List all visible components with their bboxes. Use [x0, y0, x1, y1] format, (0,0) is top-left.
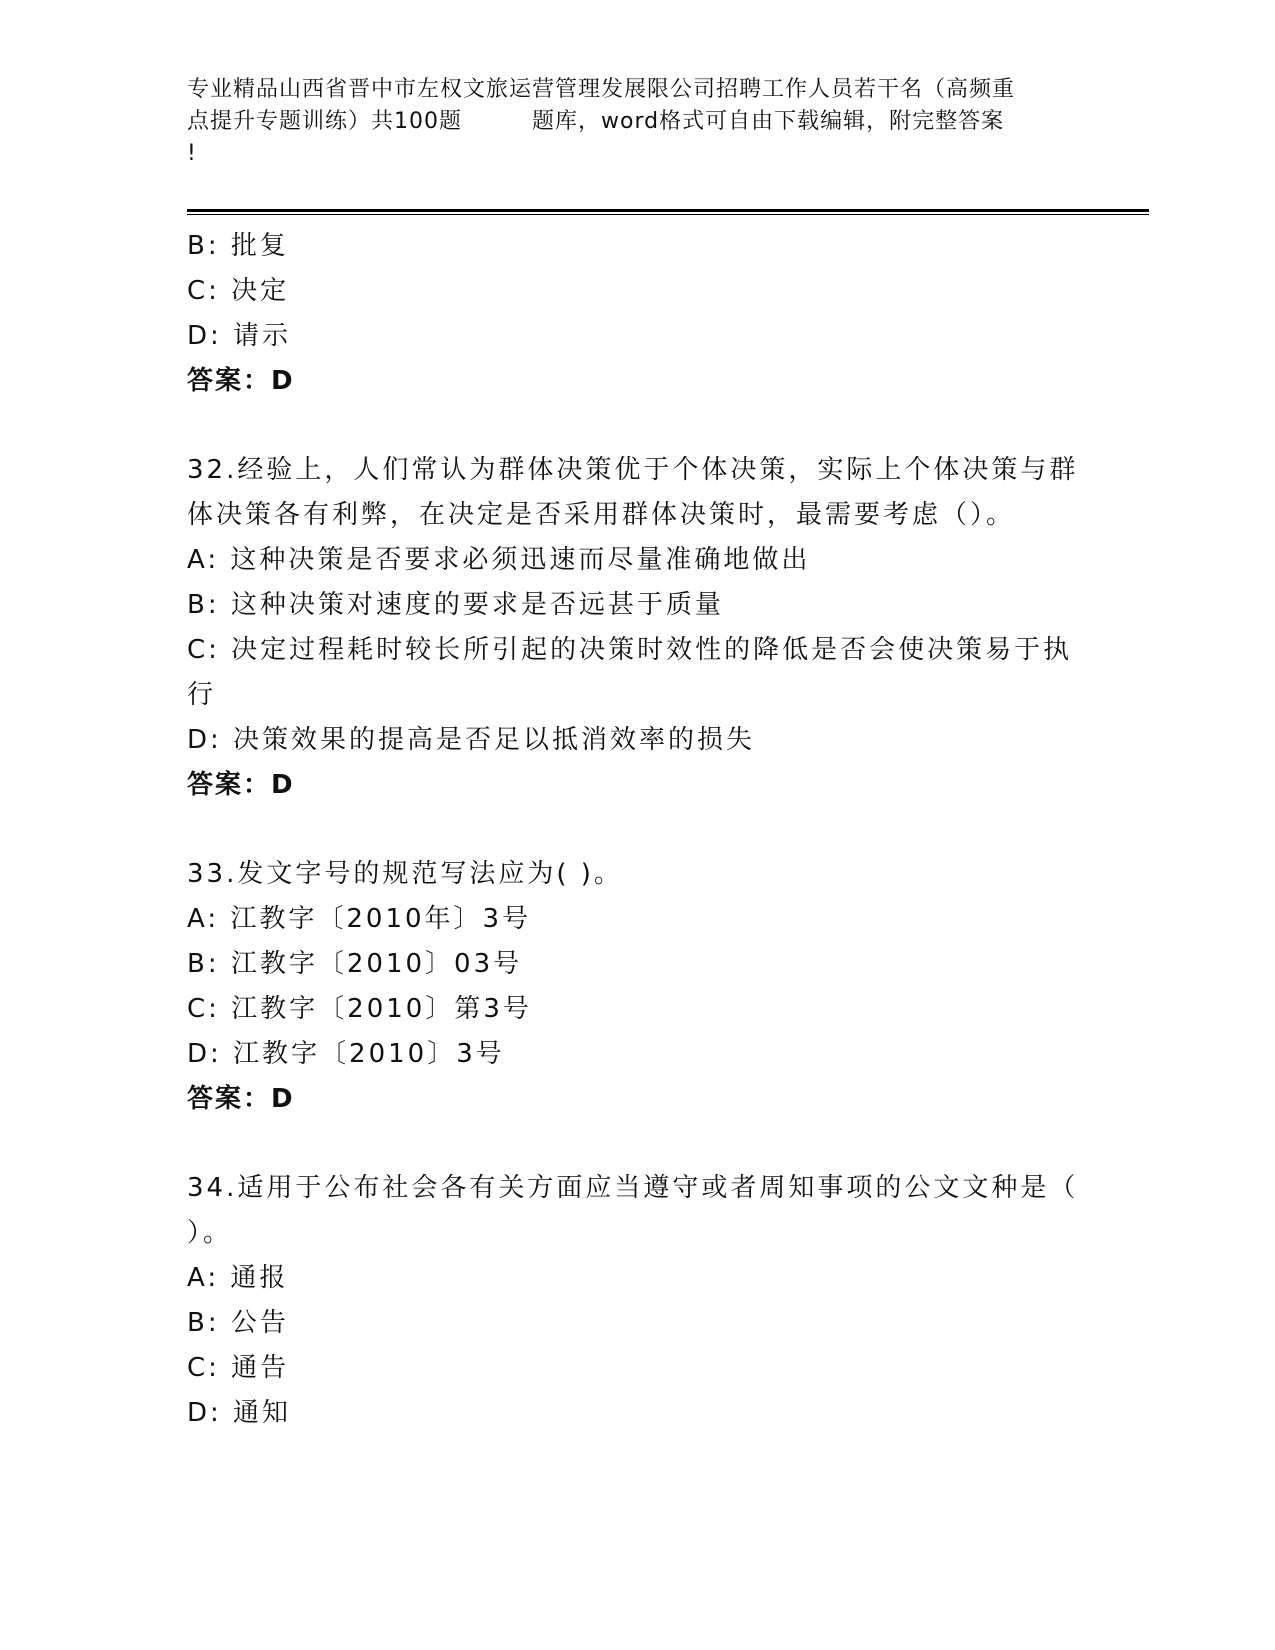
question-stem: 32.经验上，人们常认为群体决策优于个体决策，实际上个体决策与群 [187, 455, 1079, 485]
question-stem-continued: ）。 [187, 1218, 233, 1248]
option-a: A: 江教字〔2010年〕3号 [187, 904, 532, 934]
header-line-2 [187, 106, 1087, 138]
question-stem: 体决策各有利弊，在决定是否采用群体决策时，最需要考虑（）。 [187, 500, 1016, 530]
option-d: D: 江教字〔2010〕3号 [187, 1039, 505, 1069]
option-a: A: 这种决策是否要求必须迅速而尽量准确地做出 [187, 545, 811, 575]
option-c-continued: 行 [187, 680, 217, 710]
header-rule-thick [187, 209, 1149, 212]
answer: 答案：D [187, 1084, 295, 1114]
option-d: D: 请示 [187, 321, 292, 351]
option-c: C: 决定过程耗时较长所引起的决策时效性的降低是否会使决策易于执 [187, 635, 1073, 665]
option-d: D: 决策效果的提高是否足以抵消效率的损失 [187, 725, 756, 755]
option-b: B: 这种决策对速度的要求是否远甚于质量 [187, 590, 724, 620]
option-a: A: 通报 [187, 1263, 289, 1293]
document-header [187, 74, 1087, 170]
header-rule-thin [187, 214, 1149, 215]
header-line-3: ! [187, 141, 197, 166]
question-34 [187, 1166, 1087, 1436]
option-b: B: 批复 [187, 231, 289, 261]
option-c: C: 通告 [187, 1353, 290, 1383]
header-line-1: 专业精品山西省晋中市左权文旅运营管理发展限公司招聘工作人员若干名（高频重 [187, 77, 1016, 102]
answer: 答案：D [187, 770, 295, 800]
option-d: D: 通知 [187, 1398, 292, 1428]
option-b: B: 江教字〔2010〕03号 [187, 949, 523, 979]
question-content [187, 224, 1087, 1436]
option-c: C: 决定 [187, 276, 290, 306]
question-33 [187, 852, 1087, 1122]
question-stem: 33.发文字号的规范写法应为( )。 [187, 859, 623, 889]
option-b: B: 公告 [187, 1308, 289, 1338]
header-line-2-part-2: 题库，word格式可自由下载编辑，附完整答案 [532, 109, 1005, 134]
question-32 [187, 448, 1087, 808]
header-line-2-part-1: 点提升专题训练）共100题 [187, 109, 462, 134]
answer: 答案：D [187, 366, 295, 396]
question-stem: 34.适用于公布社会各有关方面应当遵守或者周知事项的公文文种是（ [187, 1173, 1079, 1203]
prev-question [187, 224, 1087, 404]
option-c: C: 江教字〔2010〕第3号 [187, 994, 532, 1024]
